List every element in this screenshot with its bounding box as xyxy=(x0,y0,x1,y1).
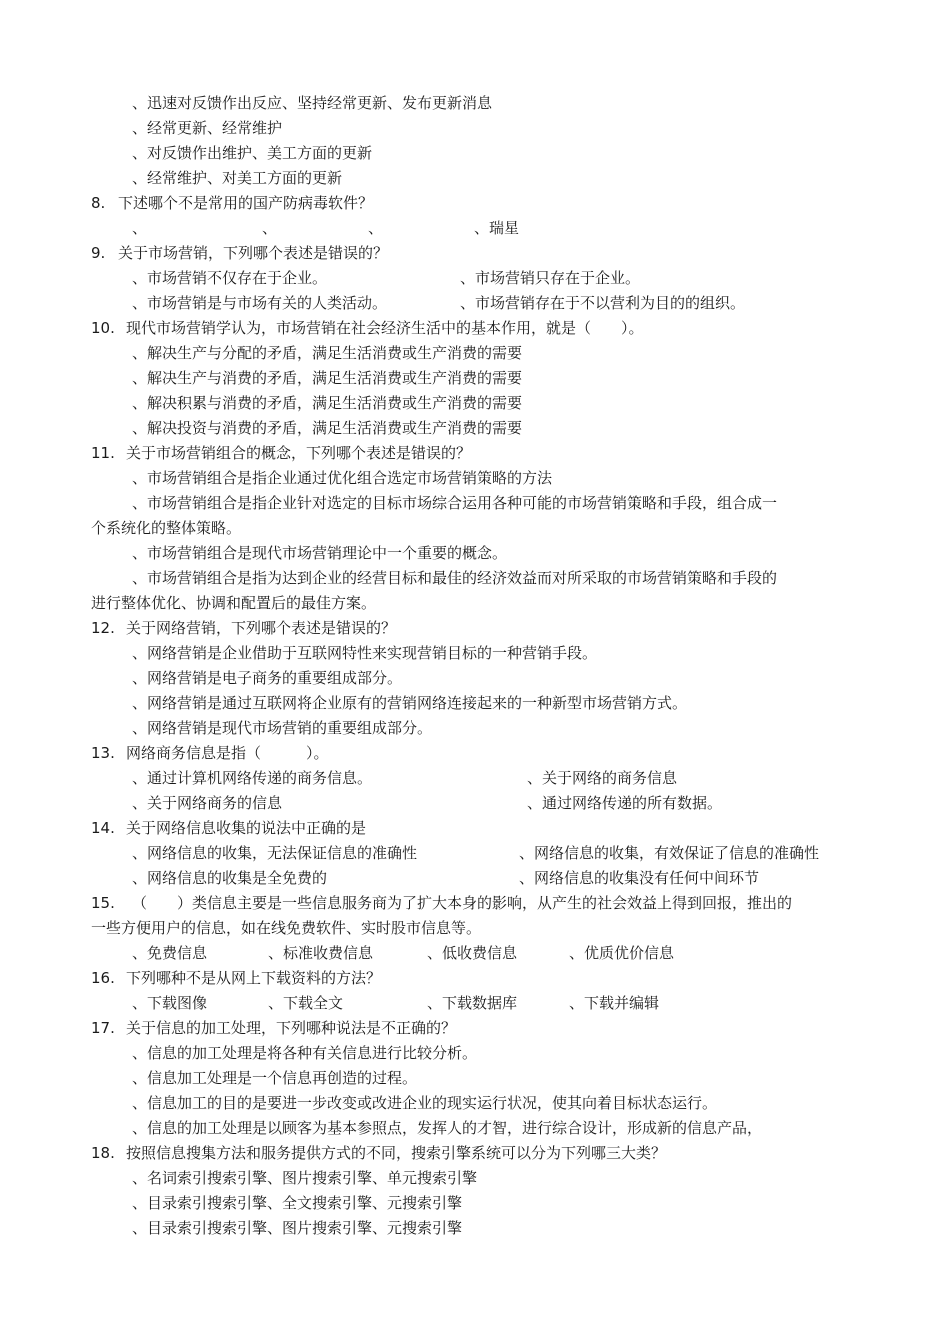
q13-option-c: 、关于网络商务的信息 xyxy=(132,794,283,812)
q7-option-d: 、经常维护、对美工方面的更新 xyxy=(132,169,343,187)
q12-text: 关于网络营销，下列哪个表述是错误的？ xyxy=(126,619,397,637)
q11-option-b: 、市场营销组合是指企业针对选定的目标市场综合运用各种可能的市场营销策略和手段，组合成一 xyxy=(132,494,778,512)
q13-text: 网络商务信息是指（ ）。 xyxy=(126,744,329,762)
q12-number: 12. xyxy=(91,619,115,637)
q15-option-d: 、优质优价信息 xyxy=(569,944,675,962)
q11-number: 11. xyxy=(91,444,115,462)
q16-option-c: 、下载数据库 xyxy=(427,994,518,1012)
q13-option-b: 、关于网络的商务信息 xyxy=(527,769,678,787)
q16-text: 下列哪种不是从网上下载资料的方法？ xyxy=(126,969,382,987)
q12-option-a: 、网络营销是企业借助于互联网特性来实现营销目标的一种营销手段。 xyxy=(132,644,598,662)
q15-option-c: 、低收费信息 xyxy=(427,944,518,962)
q10-option-d: 、解决投资与消费的矛盾，满足生活消费或生产消费的需要 xyxy=(132,419,523,437)
q13-option-a: 、通过计算机网络传递的商务信息。 xyxy=(132,769,373,787)
q9-option-a: 、市场营销不仅存在于企业。 xyxy=(132,269,328,287)
q17-option-d: 、信息的加工处理是以顾客为基本参照点，发挥人的才智，进行综合设计，形成新的信息产品， xyxy=(132,1119,763,1137)
q11-option-c: 、市场营销组合是现代市场营销理论中一个重要的概念。 xyxy=(132,544,508,562)
q7-option-a: 、迅速对反馈作出反应、坚持经常更新、发布更新消息 xyxy=(132,94,493,112)
q8-option-b: 、 xyxy=(262,219,278,237)
q10-text: 现代市场营销学认为，市场营销在社会经济生活中的基本作用，就是（ ）。 xyxy=(126,319,644,337)
q14-option-d: 、网络信息的收集没有任何中间环节 xyxy=(519,869,760,887)
q11-option-a: 、市场营销组合是指企业通过优化组合选定市场营销策略的方法 xyxy=(132,469,553,487)
q8-option-d: 、瑞星 xyxy=(474,219,520,237)
q8-option-a: 、 xyxy=(132,219,148,237)
q11-option-b-wrap: 个系统化的整体策略。 xyxy=(91,519,242,537)
q18-option-c: 、目录索引搜索引擎、图片搜索引擎、元搜索引擎 xyxy=(132,1219,463,1237)
q14-option-b: 、网络信息的收集，有效保证了信息的准确性 xyxy=(519,844,820,862)
q15-text-wrap: 一些方便用户的信息，如在线免费软件、实时股市信息等。 xyxy=(91,919,482,937)
q16-option-a: 、下载图像 xyxy=(132,994,208,1012)
q18-option-b: 、目录索引搜索引擎、全文搜索引擎、元搜索引擎 xyxy=(132,1194,463,1212)
q14-option-c: 、网络信息的收集是全免费的 xyxy=(132,869,328,887)
q17-option-b: 、信息加工处理是一个信息再创造的过程。 xyxy=(132,1069,418,1087)
q13-number: 13. xyxy=(91,744,115,762)
q9-option-b: 、市场营销只存在于企业。 xyxy=(460,269,641,287)
q18-option-a: 、名词索引搜索引擎、图片搜索引擎、单元搜索引擎 xyxy=(132,1169,478,1187)
q9-number: 9. xyxy=(91,244,106,262)
q17-option-a: 、信息的加工处理是将各种有关信息进行比较分析。 xyxy=(132,1044,478,1062)
q10-number: 10. xyxy=(91,319,115,337)
q12-option-d: 、网络营销是现代市场营销的重要组成部分。 xyxy=(132,719,433,737)
q14-number: 14. xyxy=(91,819,115,837)
q12-option-b: 、网络营销是电子商务的重要组成部分。 xyxy=(132,669,403,687)
q11-text: 关于市场营销组合的概念，下列哪个表述是错误的？ xyxy=(126,444,472,462)
q15-option-b: 、标准收费信息 xyxy=(268,944,374,962)
q15-number: 15. xyxy=(91,894,115,912)
q17-number: 17. xyxy=(91,1019,115,1037)
q11-option-d: 、市场营销组合是指为达到企业的经营目标和最佳的经济效益而对所采取的市场营销策略和手段的 xyxy=(132,569,778,587)
q12-option-c: 、网络营销是通过互联网将企业原有的营销网络连接起来的一种新型市场营销方式。 xyxy=(132,694,688,712)
q15-option-a: 、免费信息 xyxy=(132,944,208,962)
q9-option-c: 、市场营销是与市场有关的人类活动。 xyxy=(132,294,388,312)
q10-option-b: 、解决生产与消费的矛盾，满足生活消费或生产消费的需要 xyxy=(132,369,523,387)
q9-text: 关于市场营销，下列哪个表述是错误的？ xyxy=(118,244,389,262)
q14-option-a: 、网络信息的收集，无法保证信息的准确性 xyxy=(132,844,418,862)
q15-text: （ ）类信息主要是一些信息服务商为了扩大本身的影响，从产生的社会效益上得到回报，推出的 xyxy=(132,894,793,912)
q17-option-c: 、信息加工的目的是要进一步改变或改进企业的现实运行状况，使其向着目标状态运行。 xyxy=(132,1094,718,1112)
q18-number: 18. xyxy=(91,1144,115,1162)
q7-option-c: 、对反馈作出维护、美工方面的更新 xyxy=(132,144,373,162)
q17-text: 关于信息的加工处理，下列哪种说法是不正确的？ xyxy=(126,1019,457,1037)
q7-option-b: 、经常更新、经常维护 xyxy=(132,119,283,137)
q16-number: 16. xyxy=(91,969,115,987)
q16-option-d: 、下载并编辑 xyxy=(569,994,660,1012)
q8-option-c: 、 xyxy=(368,219,384,237)
q18-text: 按照信息搜集方法和服务提供方式的不同，搜索引擎系统可以分为下列哪三大类？ xyxy=(126,1144,667,1162)
q11-option-d-wrap: 进行整体优化、协调和配置后的最佳方案。 xyxy=(91,594,377,612)
q14-text: 关于网络信息收集的说法中正确的是 xyxy=(126,819,367,837)
q9-option-d: 、市场营销存在于不以营利为目的的组织。 xyxy=(460,294,746,312)
q8-text: 下述哪个不是常用的国产防病毒软件？ xyxy=(118,194,374,212)
q10-option-a: 、解决生产与分配的矛盾，满足生活消费或生产消费的需要 xyxy=(132,344,523,362)
q13-option-d: 、通过网络传递的所有数据。 xyxy=(527,794,723,812)
q10-option-c: 、解决积累与消费的矛盾，满足生活消费或生产消费的需要 xyxy=(132,394,523,412)
q8-number: 8. xyxy=(91,194,106,212)
q16-option-b: 、下载全文 xyxy=(268,994,344,1012)
